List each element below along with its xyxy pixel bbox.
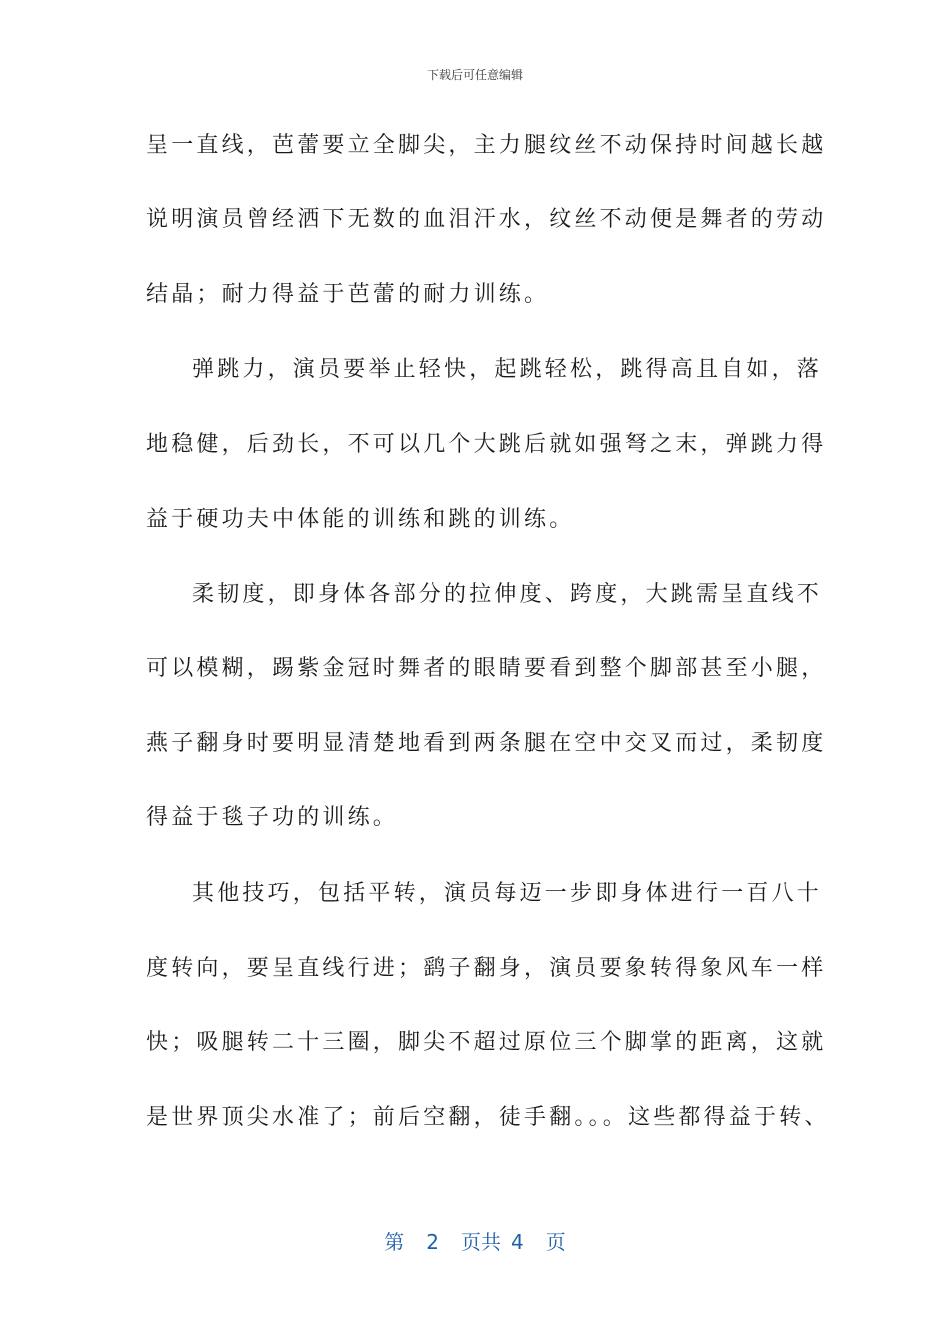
body-line: 度转向，要呈直线行进；鹞子翻身，演员要象转得象风车一样 [146,956,827,981]
body-line: 结晶；耐力得益于芭蕾的耐力训练。 [146,282,550,307]
page-mid: 页共 [461,1230,501,1254]
page-prefix: 第 [384,1230,405,1254]
current-page-number: 2 [426,1230,439,1254]
body-line: 呈一直线，芭蕾要立全脚尖，主力腿纹丝不动保持时间越长越 [146,133,827,158]
body-line: 快；吸腿转二十三圈，脚尖不超过原位三个脚掌的距离，这就 [146,1030,827,1055]
body-line: 得益于毯子功的训练。 [146,805,399,830]
page-suffix: 页 [545,1230,566,1254]
paragraph-first-line: 其他技巧，包括平转，演员每迈一步即身体进行一百八十 [192,881,823,906]
body-line: 可以模糊，踢紫金冠时舞者的眼睛要看到整个脚部甚至小腿， [146,656,827,681]
body-line: 是世界顶尖水准了；前后空翻，徒手翻。。。这些都得益于转、 [146,1105,830,1130]
page-footer [0,1226,950,1255]
body-line: 说明演员曾经洒下无数的血泪汗水，纹丝不动便是舞者的劳动 [146,207,827,232]
body-line: 地稳健，后劲长，不可以几个大跳后就如强弩之末，弹跳力得 [146,432,827,457]
body-line: 燕子翻身时要明显清楚地看到两条腿在空中交叉而过，柔韧度 [146,731,827,756]
body-line: 益于硬功夫中体能的训练和跳的训练。 [146,507,575,532]
paragraph-first-line: 柔韧度，即身体各部分的拉伸度、跨度，大跳需呈直线不 [192,582,823,607]
paragraph-first-line: 弹跳力，演员要举止轻快，起跳轻松，跳得高且自如，落 [192,357,823,382]
page-header: 下载后可任意编辑 [426,68,523,82]
total-page-number: 4 [511,1230,524,1254]
